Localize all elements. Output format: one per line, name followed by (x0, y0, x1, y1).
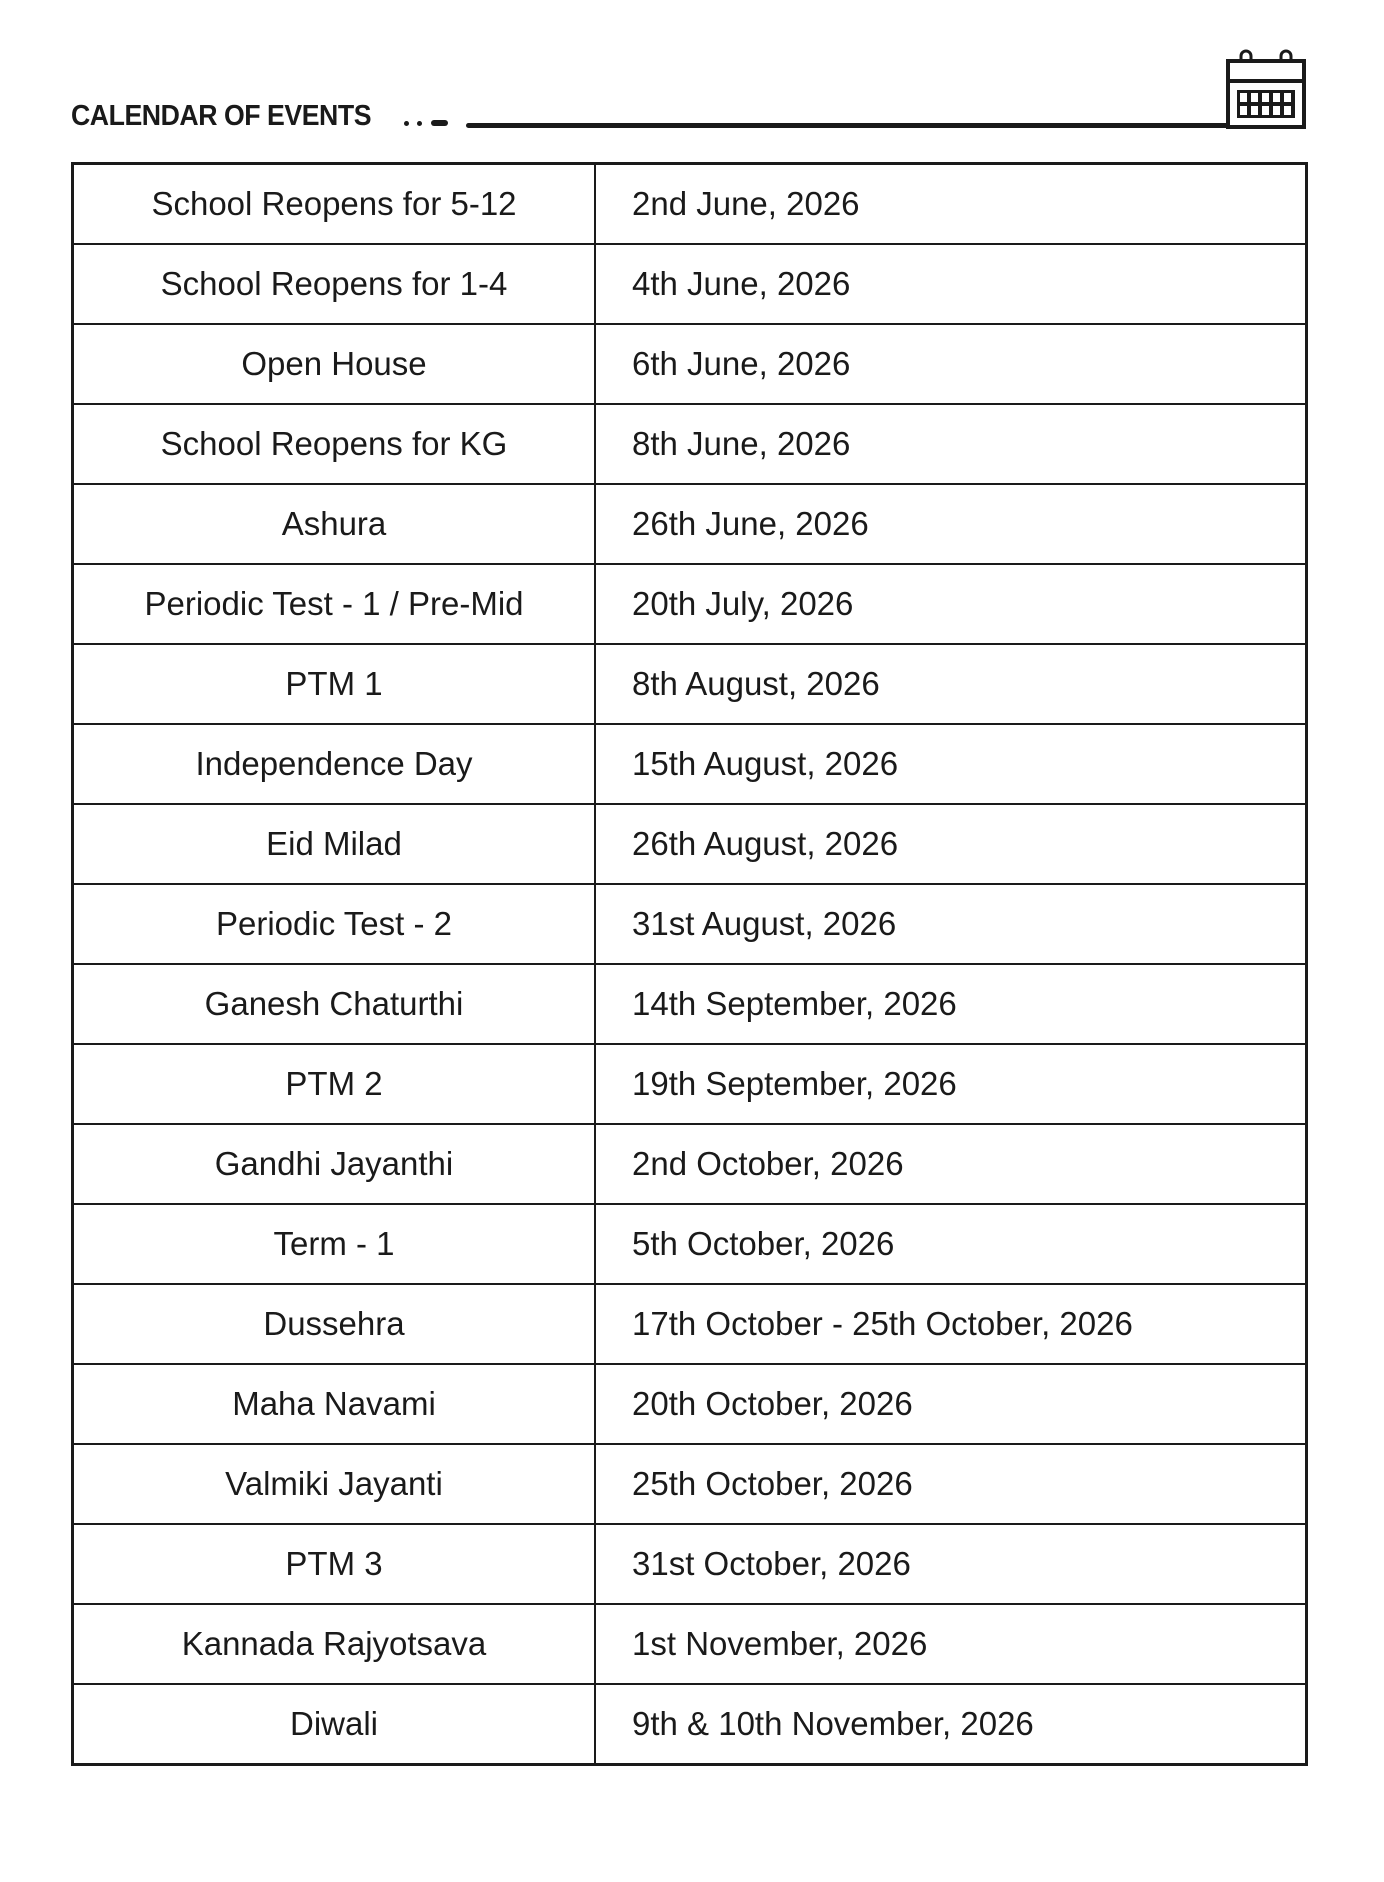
event-date: 26th June, 2026 (595, 484, 1307, 564)
event-date: 31st October, 2026 (595, 1524, 1307, 1604)
event-name: Gandhi Jayanthi (73, 1124, 596, 1204)
table-row (73, 1444, 1307, 1524)
event-name: Diwali (73, 1684, 596, 1765)
event-name: PTM 1 (73, 644, 596, 724)
event-name: Periodic Test - 1 / Pre-Mid (73, 564, 596, 644)
event-name: Valmiki Jayanti (73, 1444, 596, 1524)
table-row (73, 164, 1307, 245)
table-row (73, 1524, 1307, 1604)
event-name: Dussehra (73, 1284, 596, 1364)
table-row (73, 1044, 1307, 1124)
event-date: 2nd June, 2026 (595, 164, 1307, 245)
table-row (73, 484, 1307, 564)
table-row (73, 1284, 1307, 1364)
table-row (73, 644, 1307, 724)
event-date: 14th September, 2026 (595, 964, 1307, 1044)
event-name: Term - 1 (73, 1204, 596, 1284)
event-name: Maha Navami (73, 1364, 596, 1444)
table-row (73, 1604, 1307, 1684)
event-name: Ashura (73, 484, 596, 564)
event-date: 15th August, 2026 (595, 724, 1307, 804)
event-date: 8th August, 2026 (595, 644, 1307, 724)
event-name: Ganesh Chaturthi (73, 964, 596, 1044)
event-name: School Reopens for 5-12 (73, 164, 596, 245)
calendar-icon (1225, 48, 1307, 130)
event-name: Open House (73, 324, 596, 404)
event-name: Independence Day (73, 724, 596, 804)
event-name: Kannada Rajyotsava (73, 1604, 596, 1684)
table-row (73, 1364, 1307, 1444)
event-name: School Reopens for KG (73, 404, 596, 484)
event-date: 31st August, 2026 (595, 884, 1307, 964)
event-name: Periodic Test - 2 (73, 884, 596, 964)
table-row (73, 404, 1307, 484)
event-name: PTM 3 (73, 1524, 596, 1604)
event-date: 2nd October, 2026 (595, 1124, 1307, 1204)
table-row (73, 1204, 1307, 1284)
event-date: 1st November, 2026 (595, 1604, 1307, 1684)
event-date: 8th June, 2026 (595, 404, 1307, 484)
event-date: 17th October - 25th October, 2026 (595, 1284, 1307, 1364)
event-date: 4th June, 2026 (595, 244, 1307, 324)
event-date: 25th October, 2026 (595, 1444, 1307, 1524)
table-row (73, 724, 1307, 804)
event-name: Eid Milad (73, 804, 596, 884)
event-date: 20th October, 2026 (595, 1364, 1307, 1444)
event-date: 19th September, 2026 (595, 1044, 1307, 1124)
table-row (73, 564, 1307, 644)
table-row (73, 1124, 1307, 1204)
event-name: School Reopens for 1-4 (73, 244, 596, 324)
event-date: 26th August, 2026 (595, 804, 1307, 884)
table-row (73, 884, 1307, 964)
page-title: CALENDAR OF EVENTS (71, 100, 372, 132)
events-table (71, 162, 1308, 1766)
table-row (73, 324, 1307, 404)
table-row (73, 804, 1307, 884)
event-date: 20th July, 2026 (595, 564, 1307, 644)
event-date: 9th & 10th November, 2026 (595, 1684, 1307, 1765)
title-rule (466, 123, 1229, 128)
table-row (73, 1684, 1307, 1765)
table-row (73, 244, 1307, 324)
table-row (73, 964, 1307, 1044)
event-name: PTM 2 (73, 1044, 596, 1124)
event-date: 5th October, 2026 (595, 1204, 1307, 1284)
event-date: 6th June, 2026 (595, 324, 1307, 404)
